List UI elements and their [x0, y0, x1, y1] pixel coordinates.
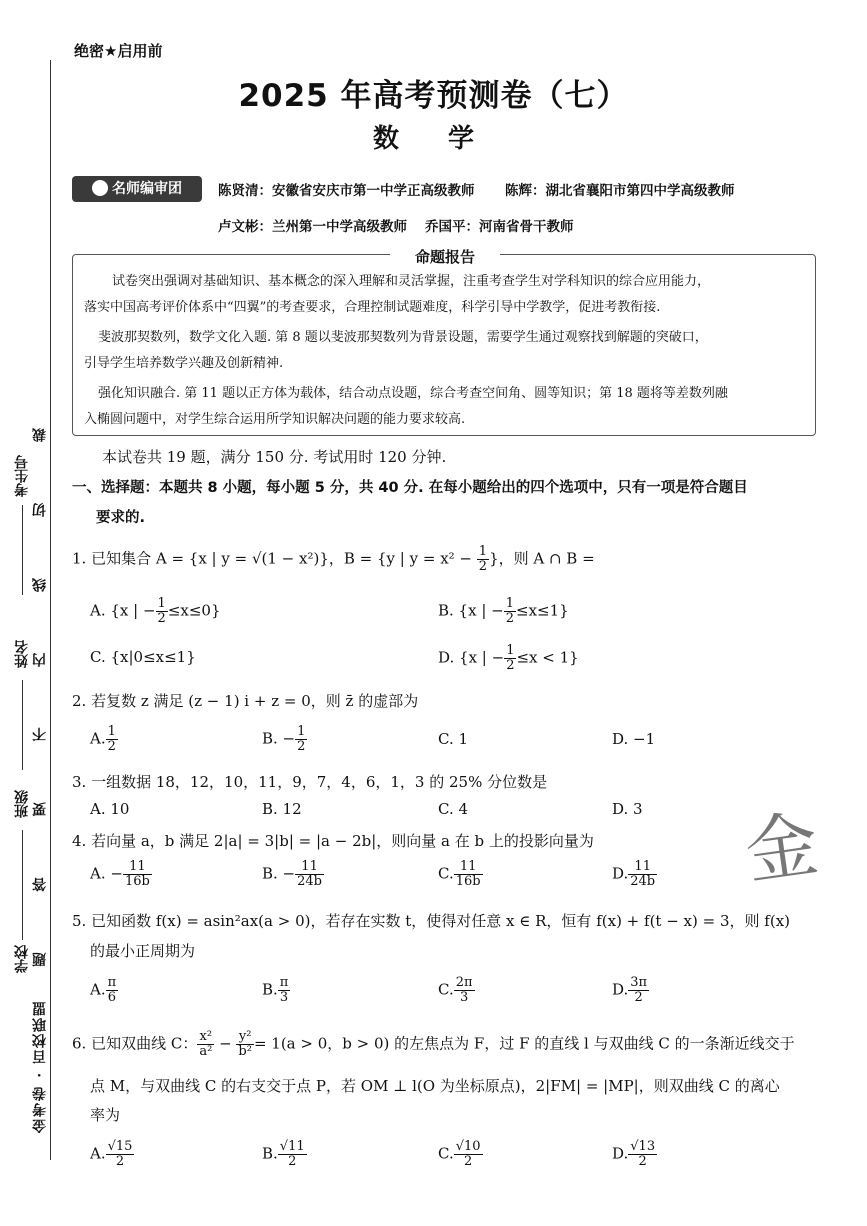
question-3-stem: 3. 一组数据 18，12，10，11，9，7，4，6，1，3 的 25% 分位数是 — [72, 773, 548, 791]
school-label: 学校 — [14, 945, 30, 973]
question-6-stem-cont: 点 M，与双曲线 C 的右支交于点 P，若 OM ⊥ l(O 为坐标原点)，2|FM| = |MP|，则双曲线 C 的离心 — [90, 1077, 780, 1095]
watermark-jin: 金 — [740, 801, 824, 895]
name-blank — [22, 680, 23, 770]
question-1-stem: 1. 已知集合 A = {x | y = √(1 − x²)}，B = {y | y = x² − $\frac{1}{2}$ }，则 A ∩ B = — [72, 544, 595, 574]
q5-option-a[interactable]: A. $\frac{\pi}{6}$ — [90, 975, 117, 1005]
page-title: 2025 年高考预测卷（七） — [238, 78, 629, 114]
report-p5: 强化知识融合. 第 11 题以正方体为载体，结合动点设题，综合考查空间角、圆等知识；第 18 题将等差数列融 — [98, 386, 728, 401]
editor-4: 乔国平：河南省骨干教师 — [425, 219, 574, 235]
report-title: 命题报告 — [390, 246, 500, 267]
q1-option-a[interactable]: A. {x | − $\frac{1}{2}$ ≤x≤0} — [90, 596, 221, 626]
name-label: 姓名 — [14, 640, 30, 668]
exam-number-label: 考生号 — [14, 455, 30, 497]
q4-option-b[interactable]: B. − $\frac{11}{24b}$ — [262, 859, 323, 889]
class-label: 班级 — [14, 790, 30, 818]
q4-option-d[interactable]: D. $\frac{11}{24b}$ — [612, 859, 656, 889]
q2-option-a[interactable]: A. $\frac{1}{2}$ — [90, 724, 116, 754]
editor-team-badge: 名师编审团 — [72, 176, 202, 202]
q3-option-c[interactable]: C. 4 — [438, 800, 469, 818]
q4-option-a[interactable]: A. − $\frac{11}{16b}$ — [90, 859, 150, 889]
team-logo-icon — [92, 180, 108, 196]
subject-title: 数 学 — [372, 124, 495, 154]
question-6-stem: 6. 已知双曲线 C： $\frac{\text{x²}}{\text{a²}}$ − $\frac{\text{y²}}{\text{b²}}$ = 1(a > 0，b > 0) 的左焦点为 F，过 F 的直线 l 与双曲线 C 的一条渐近线交于 — [72, 1029, 795, 1059]
question-6-stem-cont2: 率为 — [90, 1106, 121, 1124]
q1-option-b[interactable]: B. {x | − $\frac{1}{2}$ ≤x≤1} — [438, 596, 569, 626]
report-p2: 落实中国高考评价体系中“四翼”的考查要求，合理控制试题难度，科学引导中学教学，促进考教衔接. — [84, 300, 661, 315]
editor-1: 陈贤清：安徽省安庆市第一中学正高级教师 — [218, 183, 475, 199]
binding-line — [50, 60, 51, 1160]
q5-option-b[interactable]: B. $\frac{\pi}{3}$ — [262, 975, 289, 1005]
q5-option-c[interactable]: C. $\frac{2\pi}{3}$ — [438, 975, 473, 1005]
section-1-heading-cont: 要求的. — [96, 510, 146, 526]
report-p3: 斐波那契数列，数学文化入题. 第 8 题以斐波那契数列为背景设题，需要学生通过观察找到解题的突破口， — [98, 330, 708, 345]
report-p6: 入椭圆问题中，对学生综合运用所学知识解决问题的能力要求较高. — [84, 412, 466, 427]
cut-line-warning: 题 答 要 不 内 线 切 裁 — [32, 400, 48, 967]
question-4-stem: 4. 若向量 a，b 满足 2|a| = 3|b| = |a − 2b|，则向量 a 在 b 上的投影向量为 — [72, 832, 594, 850]
q3-option-a[interactable]: A. 10 — [90, 800, 130, 818]
exam-number-blank — [22, 505, 23, 595]
q6-option-a[interactable]: A. $\frac{√15}{2}$ — [90, 1139, 133, 1169]
editor-3: 卢文彬：兰州第一中学高级教师 — [218, 219, 407, 235]
question-5-stem: 5. 已知函数 f(x) = asin²ax(a > 0)，若存在实数 t，使得对任意 x ∈ R，恒有 f(x) + f(t − x) = 3，则 f(x) — [72, 912, 791, 930]
class-blank — [22, 830, 23, 940]
q1-option-d[interactable]: D. {x | − $\frac{1}{2}$ ≤x < 1} — [438, 643, 579, 673]
q3-option-d[interactable]: D. 3 — [612, 800, 643, 818]
q6-option-d[interactable]: D. $\frac{√13}{2}$ — [612, 1139, 656, 1169]
question-2-stem: 2. 若复数 z 满足 (z − 1) i + z = 0，则 z̄ 的虚部为 — [72, 692, 419, 710]
q1-option-c[interactable]: C. {x|0≤x≤1} — [90, 648, 196, 666]
alliance-label: 金考卷 · 百校联盟 — [32, 1000, 48, 1133]
q2-option-d[interactable]: D. −1 — [612, 730, 656, 748]
q6-option-b[interactable]: B. $\frac{√11}{2}$ — [262, 1139, 305, 1169]
section-1-heading: 一、选择题：本题共 8 小题，每小题 5 分，共 40 分. 在每小题给出的四个选项中，只有一项是符合题目 — [72, 480, 748, 496]
q6-option-c[interactable]: C. $\frac{√10}{2}$ — [438, 1139, 481, 1169]
report-p1: 试卷突出强调对基础知识、基本概念的深入理解和灵活掌握，注重考查学生对学科知识的综合应用能力， — [112, 274, 711, 289]
report-p4: 引导学生培养数学兴趣及创新精神. — [84, 356, 284, 371]
editor-2: 陈辉：湖北省襄阳市第四中学高级教师 — [505, 183, 735, 199]
confidential-mark: 绝密★启用前 — [74, 42, 163, 60]
q4-option-c[interactable]: C. $\frac{11}{16b}$ — [438, 859, 481, 889]
question-5-stem-cont: 的最小正周期为 — [90, 942, 196, 960]
q3-option-b[interactable]: B. 12 — [262, 800, 302, 818]
exam-intro: 本试卷共 19 题，满分 150 分. 考试用时 120 分钟. — [102, 448, 447, 466]
q2-option-c[interactable]: C. 1 — [438, 730, 469, 748]
q5-option-d[interactable]: D. $\frac{3\pi}{2}$ — [612, 975, 648, 1005]
q2-option-b[interactable]: B. − $\frac{1}{2}$ — [262, 724, 306, 754]
